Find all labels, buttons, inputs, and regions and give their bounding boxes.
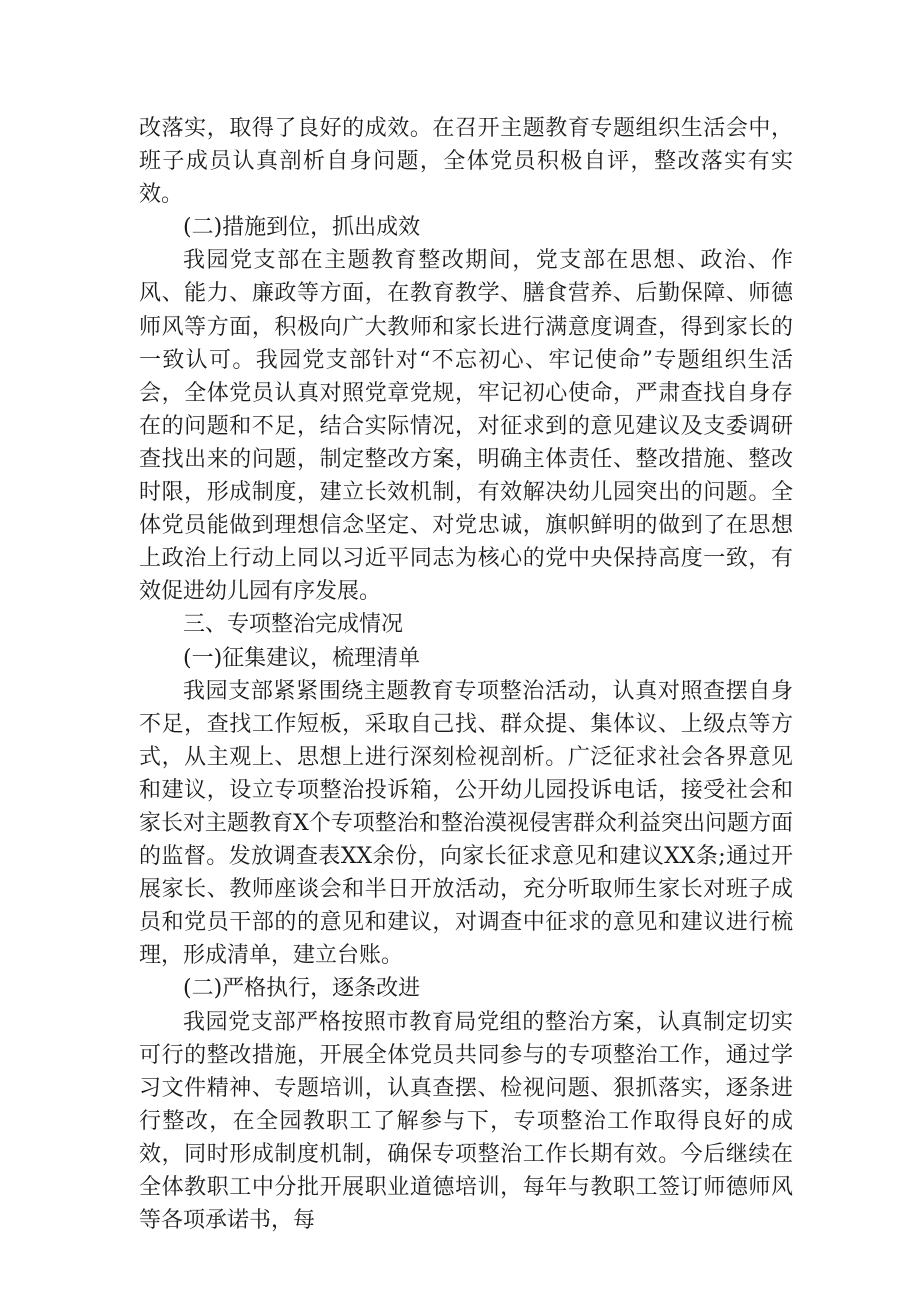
subheading-measures: (二)措施到位，抓出成效 [183, 215, 421, 241]
paragraph-rectification: 我园党支部在主题教育整改期间，党支部在思想、政治、作风、能力、廉政等方面，在教育教学、膳食营养、后勤保障、师德师风等方面，积极向广大教师和家长进行满意度调查，得到家长的一致认可。我园党支部针对“不忘初心、牢记使命”专题组织生活会，全体党员认真对照党章党规，牢记初心使命，严肃查找自身存在的问题和不足，结合实际情况，对征求到的意见建议及支委调研查找出来的问题，制定整改方案，明确主体责任、整改措施、整改时限，形成制度，建立长效机制，有效解决幼儿园突出的问题。全体党员能做到理想信念坚定、对党忠诚，旗帜鲜明的做到了在思想上政治上行动上同以习近平同志为核心的党中央保持高度一致，有效促进幼儿园有序发展。 [139, 248, 793, 605]
paragraph-collect-suggestions: 我园支部紧紧围绕主题教育专项整治活动，认真对照查摆自身不足，查找工作短板，采取自己找、群众提、集体议、上级点等方式，从主观上、思想上进行深刻检视剖析。广泛征求社会各界意见和建议，设立专项整治投诉箱，公开幼儿园投诉电话，接受社会和家长对主题教育X个专项整治和整治漠视侵害群众利益突出问题方面的监督。发放调查表XX余份，向家长征求意见和建议XX条;通过开展家长、教师座谈会和半日开放活动，充分听取师生家长对班子成员和党员干部的的意见和建议，对调查中征求的意见和建议进行梳理，形成清单，建立台账。 [139, 678, 793, 969]
subheading-collect-suggestions: (一)征集建议，梳理清单 [183, 645, 421, 671]
paragraph-continuation: 改落实，取得了良好的成效。在召开主题教育专题组织生活会中，班子成员认真剖析自身问题，全体党员积极自评，整改落实有实效。 [139, 116, 793, 208]
paragraph-strict-execution: 我园党支部严格按照市教育局党组的整治方案，认真制定切实可行的整改措施，开展全体党员共同参与的专项整治工作，通过学习文件精神、专题培训，认真查摆、检视问题、狠抓落实，逐条进行整改，在全园教职工了解参与下，专项整治工作取得良好的成效，同时形成制度机制，确保专项整治工作长期有效。今后继续在全体教职工中分批开展职业道德培训，每年与教职工签订师德师风等各项承诺书，每 [139, 1009, 793, 1234]
section-heading-special-rectification: 三、专项整治完成情况 [183, 612, 404, 638]
document-body [139, 112, 793, 1237]
subheading-strict-execution: (二)严格执行，逐条改进 [183, 976, 421, 1002]
